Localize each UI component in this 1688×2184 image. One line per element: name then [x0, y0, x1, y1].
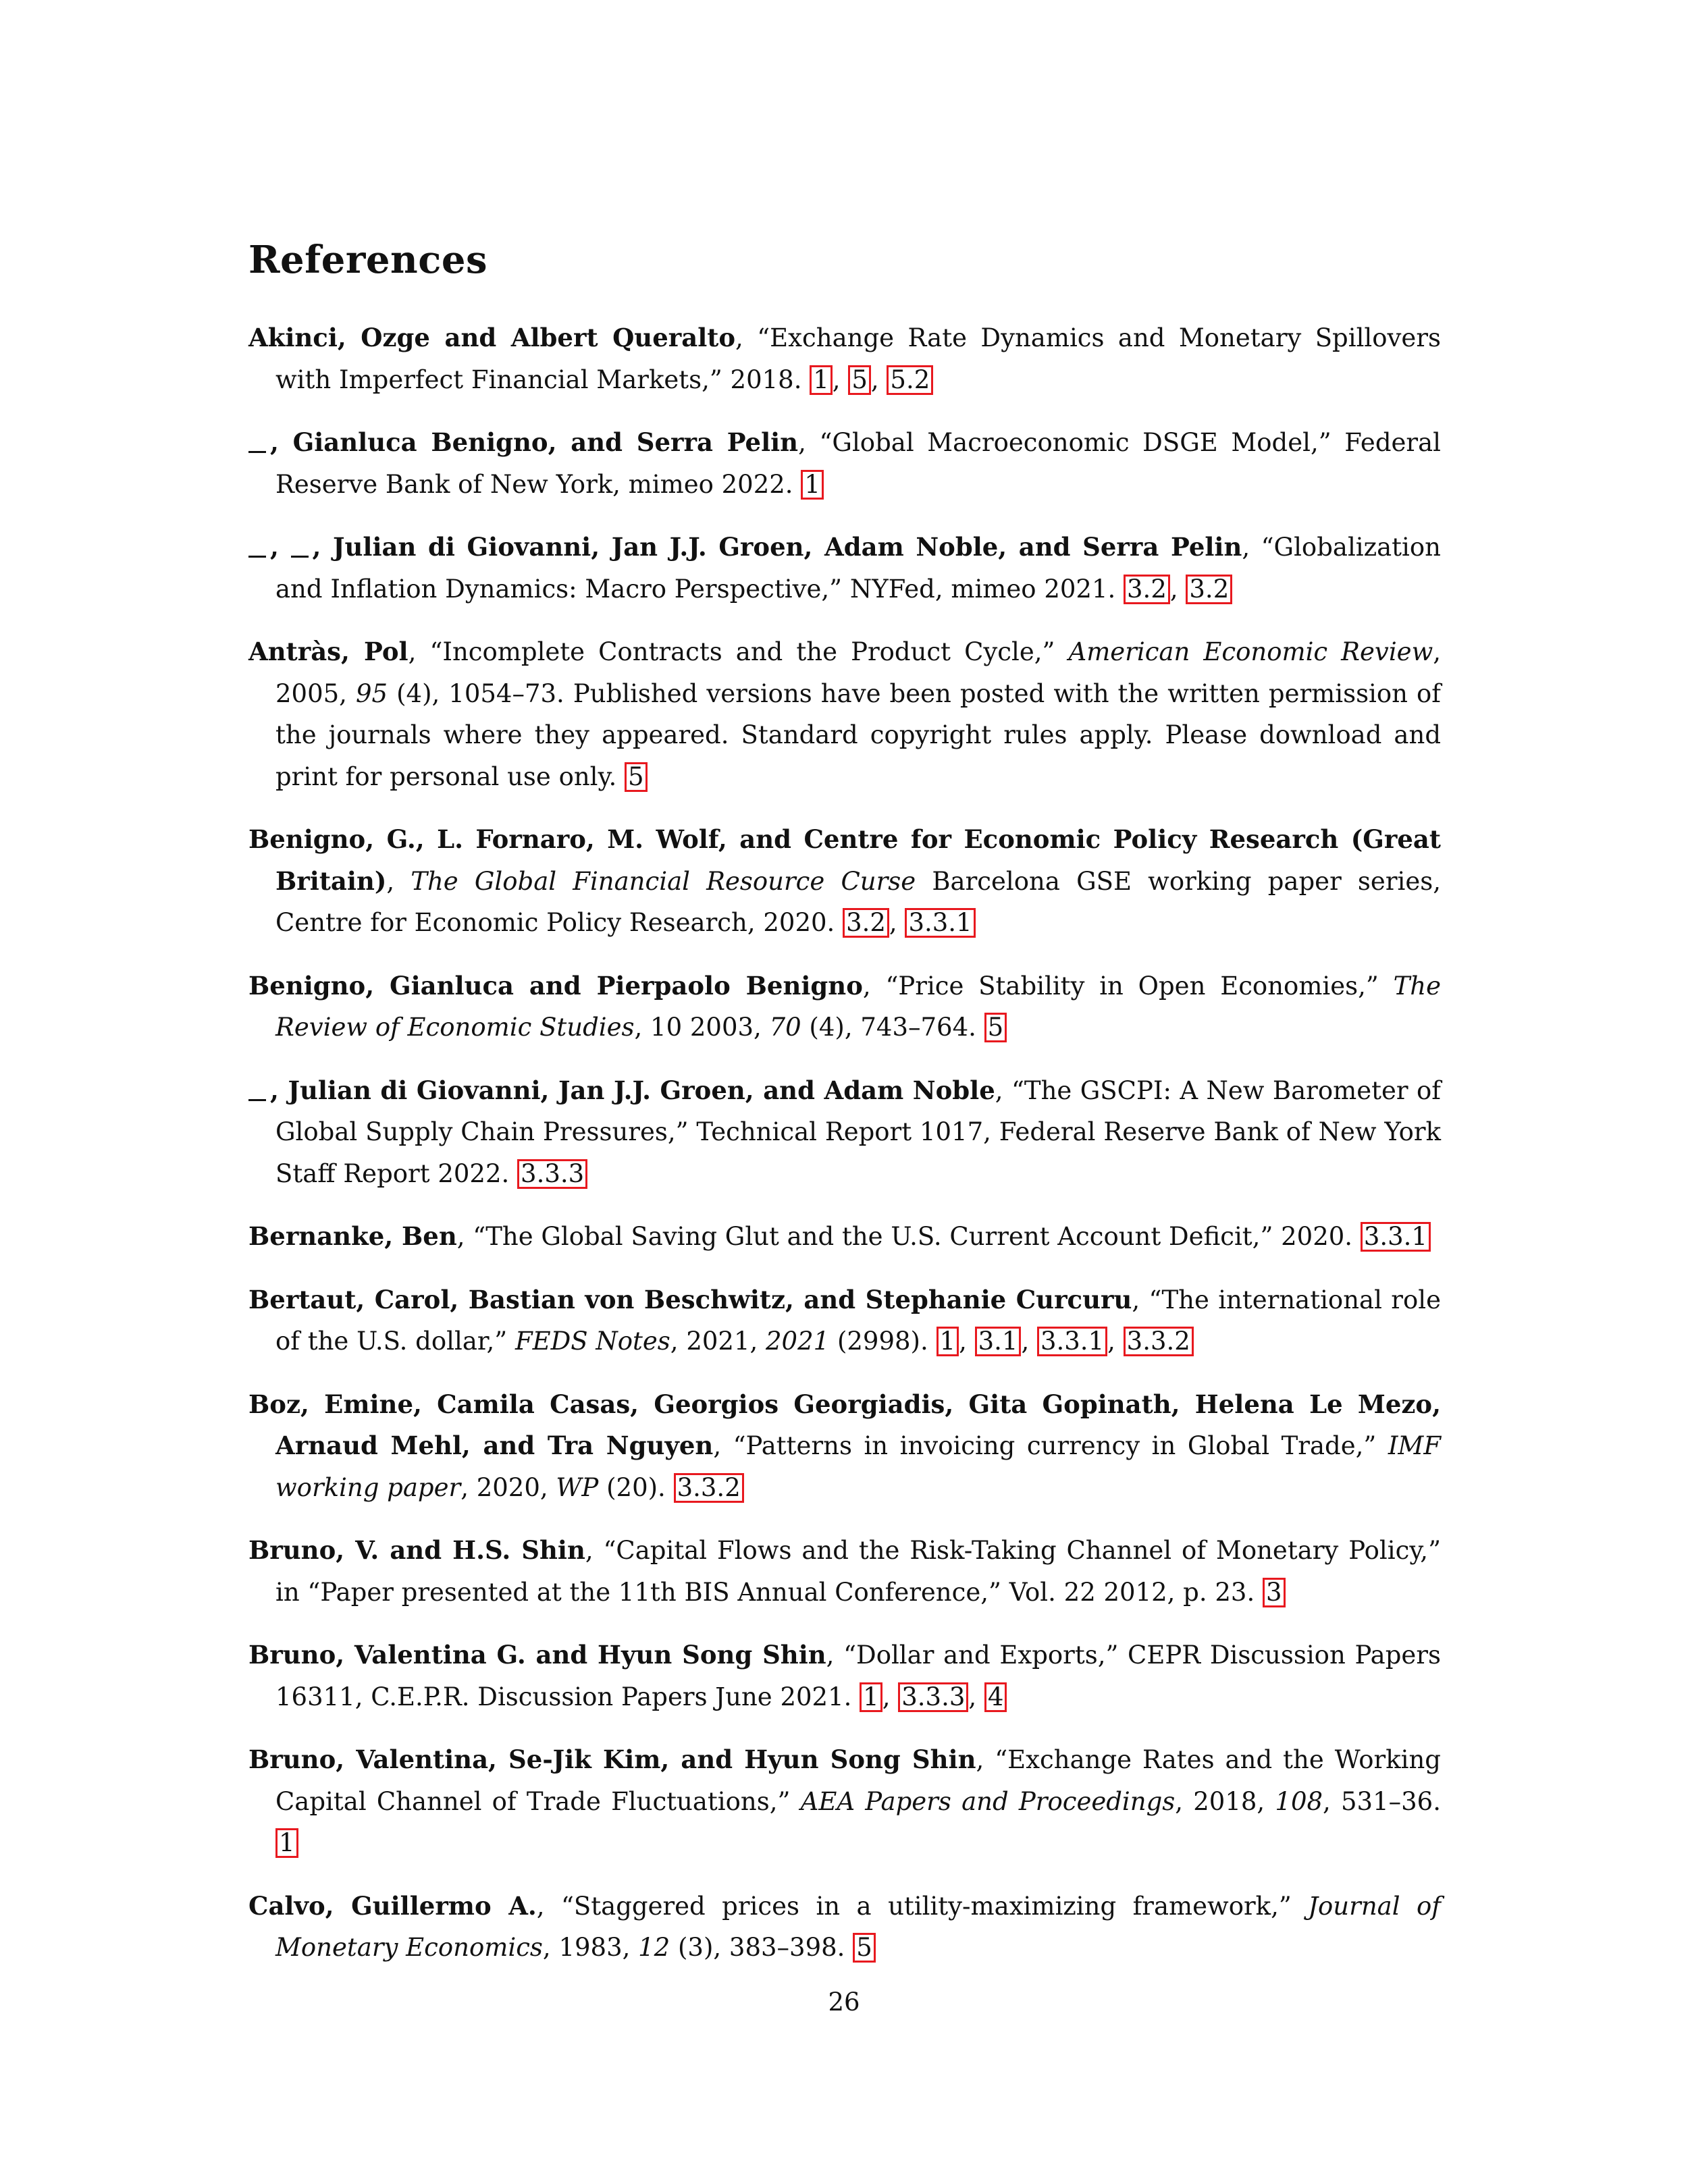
cross-reference-link[interactable]: 1 [810, 365, 833, 395]
cross-reference-link[interactable]: 1 [860, 1682, 882, 1712]
reference-text: , “The Global Saving Glut and the U.S. Current Account Deficit,” 2020. [456, 1222, 1361, 1251]
reference-authors: Calvo, Guillermo A. [248, 1890, 537, 1921]
reference-entry [248, 631, 1441, 797]
same-author-dash [291, 556, 309, 558]
reference-text: , “Exchange Rate Dynamics and Monetary Spillovers with Imperfect Financial Markets,” 2018. [275, 323, 1441, 394]
cross-reference-link[interactable]: 3.3.3 [517, 1159, 587, 1189]
reference-entry [248, 1070, 1441, 1195]
reference-entry [248, 1530, 1441, 1613]
journal-name: AEA Papers and Proceedings [800, 1786, 1176, 1816]
reference-authors: , Julian di Giovanni, Jan J.J. Groen, Adam Noble, and Serra Pelin [312, 532, 1242, 562]
reference-entry: Benigno, G., L. Fornaro, M. Wolf, and Centre for Economic Policy Research (Great Britain), The Global Financial Resource Curse Barcelona GSE working paper series, Centre for Economic Policy Research, 2020. 3.2 , 3.3.1 [248, 824, 1441, 937]
cross-reference-link[interactable]: 3.2 [1186, 575, 1232, 604]
cross-reference-link[interactable]: 3.3.2 [1124, 1327, 1194, 1356]
reference-text: (4), 1054–73. Published versions have been posted with the written permission of the journals where they appeared. Standard copyright rules apply. Please download and print for personal use only. [275, 678, 1441, 791]
reference-text: , 1983, [542, 1933, 639, 1962]
reference-text: , “Patterns in invoicing currency in Global Trade,” [713, 1431, 1388, 1460]
reference-authors: Benigno, G., L. Fornaro, M. Wolf, and Centre for Economic Policy Research (Great Britain) [248, 824, 1441, 896]
cross-reference-link[interactable]: 4 [984, 1682, 1007, 1712]
reference-text: , 2021, [670, 1327, 766, 1356]
reference-entry [248, 1384, 1441, 1509]
same-author-dash [248, 451, 266, 453]
same-author-dash [248, 1099, 266, 1101]
volume-number: 2021 [766, 1327, 830, 1356]
reference-entry [248, 1886, 1441, 1969]
reference-entry: Akinci, Ozge and Albert Queralto, “Exchange Rate Dynamics and Monetary Spillovers with Imperfect Financial Markets,” 2018. 1 , 5 , 5.2 [248, 323, 1441, 394]
cross-reference-link[interactable]: 1 [801, 470, 824, 500]
reference-authors: Benigno, Gianluca and Pierpaolo Benigno [248, 970, 863, 1001]
reference-text: , “Staggered prices in a utility-maximizing framework,” [536, 1891, 1309, 1921]
references-heading: References [248, 238, 487, 282]
reference-text: (3), 383–398. [670, 1933, 853, 1962]
reference-text: , “Capital Flows and the Risk-Taking Channel of Monetary Policy,” in “Paper presented at the 11th BIS Annual Conference,” Vol. 22 2012, p. 23. [275, 1536, 1441, 1607]
reference-authors: Bruno, Valentina, Se-Jik Kim, and Hyun Song Shin [248, 1744, 976, 1774]
journal-name: American Economic Review [1068, 637, 1433, 666]
volume-number: 108 [1275, 1786, 1323, 1816]
cross-reference-link[interactable]: 5 [853, 1933, 876, 1963]
reference-authors: Bruno, V. and H.S. Shin [248, 1535, 585, 1565]
reference-entry [248, 1216, 1441, 1258]
cross-reference-link[interactable]: 5 [848, 365, 871, 395]
cross-reference-link[interactable]: 3.2 [843, 908, 889, 938]
reference-authors: Bruno, Valentina G. and Hyun Song Shin [248, 1640, 826, 1670]
volume-number: 70 [769, 1013, 801, 1042]
reference-text: , 2020, [460, 1472, 556, 1502]
reference-entry: Bruno, Valentina G. and Hyun Song Shin, “Dollar and Exports,” CEPR Discussion Papers 16311, C.E.P.R. Discussion Papers June 2021. 1 , 3.3.3 , 4 [248, 1640, 1441, 1711]
cross-reference-link[interactable]: 3.1 [975, 1327, 1022, 1356]
page-number: 26 [828, 1988, 860, 2017]
reference-text: , “Globalization and Inflation Dynamics: Macro Perspective,” NYFed, mimeo 2021. [275, 533, 1441, 604]
cross-reference-link[interactable]: 3.3.3 [898, 1682, 968, 1712]
cross-reference-link[interactable]: 5 [984, 1013, 1007, 1042]
reference-text: , “Exchange Rates and the Working Capital Channel of Trade Fluctuations,” [275, 1745, 1441, 1816]
cross-reference-link[interactable]: 3.3.2 [674, 1473, 744, 1503]
reference-entry [248, 1739, 1441, 1864]
reference-text: (2998). [829, 1327, 937, 1356]
reference-entry: , , Julian di Giovanni, Jan J.J. Groen, Adam Noble, and Serra Pelin, “Globalization and Inflation Dynamics: Macro Perspective,” NYFed, mimeo 2021. 3.2 , 3.2 [248, 527, 1441, 610]
cross-reference-link[interactable]: 5.2 [887, 365, 933, 395]
reference-text: , “The international role of the U.S. dollar,” [275, 1285, 1441, 1356]
reference-text: , 531–36. [1323, 1786, 1441, 1816]
reference-authors: , Gianluca Benigno, and Serra Pelin [270, 427, 799, 457]
journal-name: IMF working paper [275, 1431, 1441, 1502]
reference-entry [248, 965, 1441, 1048]
volume-number: 95 [355, 678, 388, 708]
reference-text: , “Price Stability in Open Economies,” [862, 971, 1394, 1001]
same-author-dash [248, 556, 266, 558]
reference-authors: Bertaut, Carol, Bastian von Beschwitz, and Stephanie Curcuru [248, 1284, 1132, 1314]
journal-name: The Global Financial Resource Curse [411, 866, 916, 896]
journal-name: Journal of Monetary Economics [275, 1891, 1441, 1962]
cross-reference-link[interactable]: 3.2 [1124, 575, 1170, 604]
reference-text: , “Dollar and Exports,” CEPR Discussion Papers 16311, C.E.P.R. Discussion Papers June 2021. [275, 1641, 1441, 1711]
reference-text: , “Incomplete Contracts and the Product Cycle,” [408, 637, 1069, 666]
cross-reference-link[interactable]: 5 [625, 762, 648, 792]
reference-authors: Boz, Emine, Camila Casas, Georgios Georgiadis, Gita Gopinath, Helena Le Mezo, Arnaud Mehl, and Tra Nguyen [248, 1389, 1441, 1460]
reference-text: , 10 2003, [634, 1013, 770, 1042]
volume-number: 12 [638, 1933, 670, 1962]
reference-entry: Bertaut, Carol, Bastian von Beschwitz, and Stephanie Curcuru, “The international role of the U.S. dollar,” FEDS Notes, 2021, 2021 (2998). 1 , 3.1 , 3.3.1 , 3.3.2 [248, 1284, 1441, 1356]
reference-authors: Akinci, Ozge and Albert Queralto [248, 323, 736, 352]
reference-text: , “The GSCPI: A New Barometer of Global Supply Chain Pressures,” Technical Report 1017, Federal Reserve Bank of New York Staff Report 2022. [275, 1075, 1441, 1188]
reference-text: (20). [598, 1472, 674, 1502]
volume-number: WP [556, 1472, 599, 1502]
cross-reference-link[interactable]: 1 [937, 1327, 959, 1356]
cross-reference-link[interactable]: 1 [275, 1828, 298, 1858]
reference-text: , “Global Macroeconomic DSGE Model,” Federal Reserve Bank of New York, mimeo 2022. [275, 428, 1441, 499]
reference-authors: Bernanke, Ben [248, 1221, 457, 1251]
cross-reference-link[interactable]: 3.3.1 [905, 908, 975, 938]
reference-text: Barcelona GSE working paper series, Centre for Economic Policy Research, 2020. [275, 866, 1441, 937]
cross-reference-link[interactable]: 3.3.1 [1361, 1222, 1431, 1252]
cross-reference-link[interactable]: 3.3.1 [1037, 1327, 1107, 1356]
reference-authors: , Julian di Giovanni, Jan J.J. Groen, and Adam Noble [270, 1075, 995, 1105]
reference-authors: Antràs, Pol [248, 637, 408, 666]
reference-entry [248, 422, 1441, 505]
reference-text: , 2005, [275, 637, 1442, 708]
journal-name: The Review of Economic Studies [275, 971, 1441, 1042]
reference-text: , [386, 866, 411, 896]
reference-text: , 2018, [1175, 1786, 1275, 1816]
reference-list [248, 317, 1441, 1990]
cross-reference-link[interactable]: 3 [1263, 1578, 1286, 1607]
journal-name: FEDS Notes [515, 1327, 670, 1356]
reference-text: (4), 743–764. [801, 1013, 984, 1042]
